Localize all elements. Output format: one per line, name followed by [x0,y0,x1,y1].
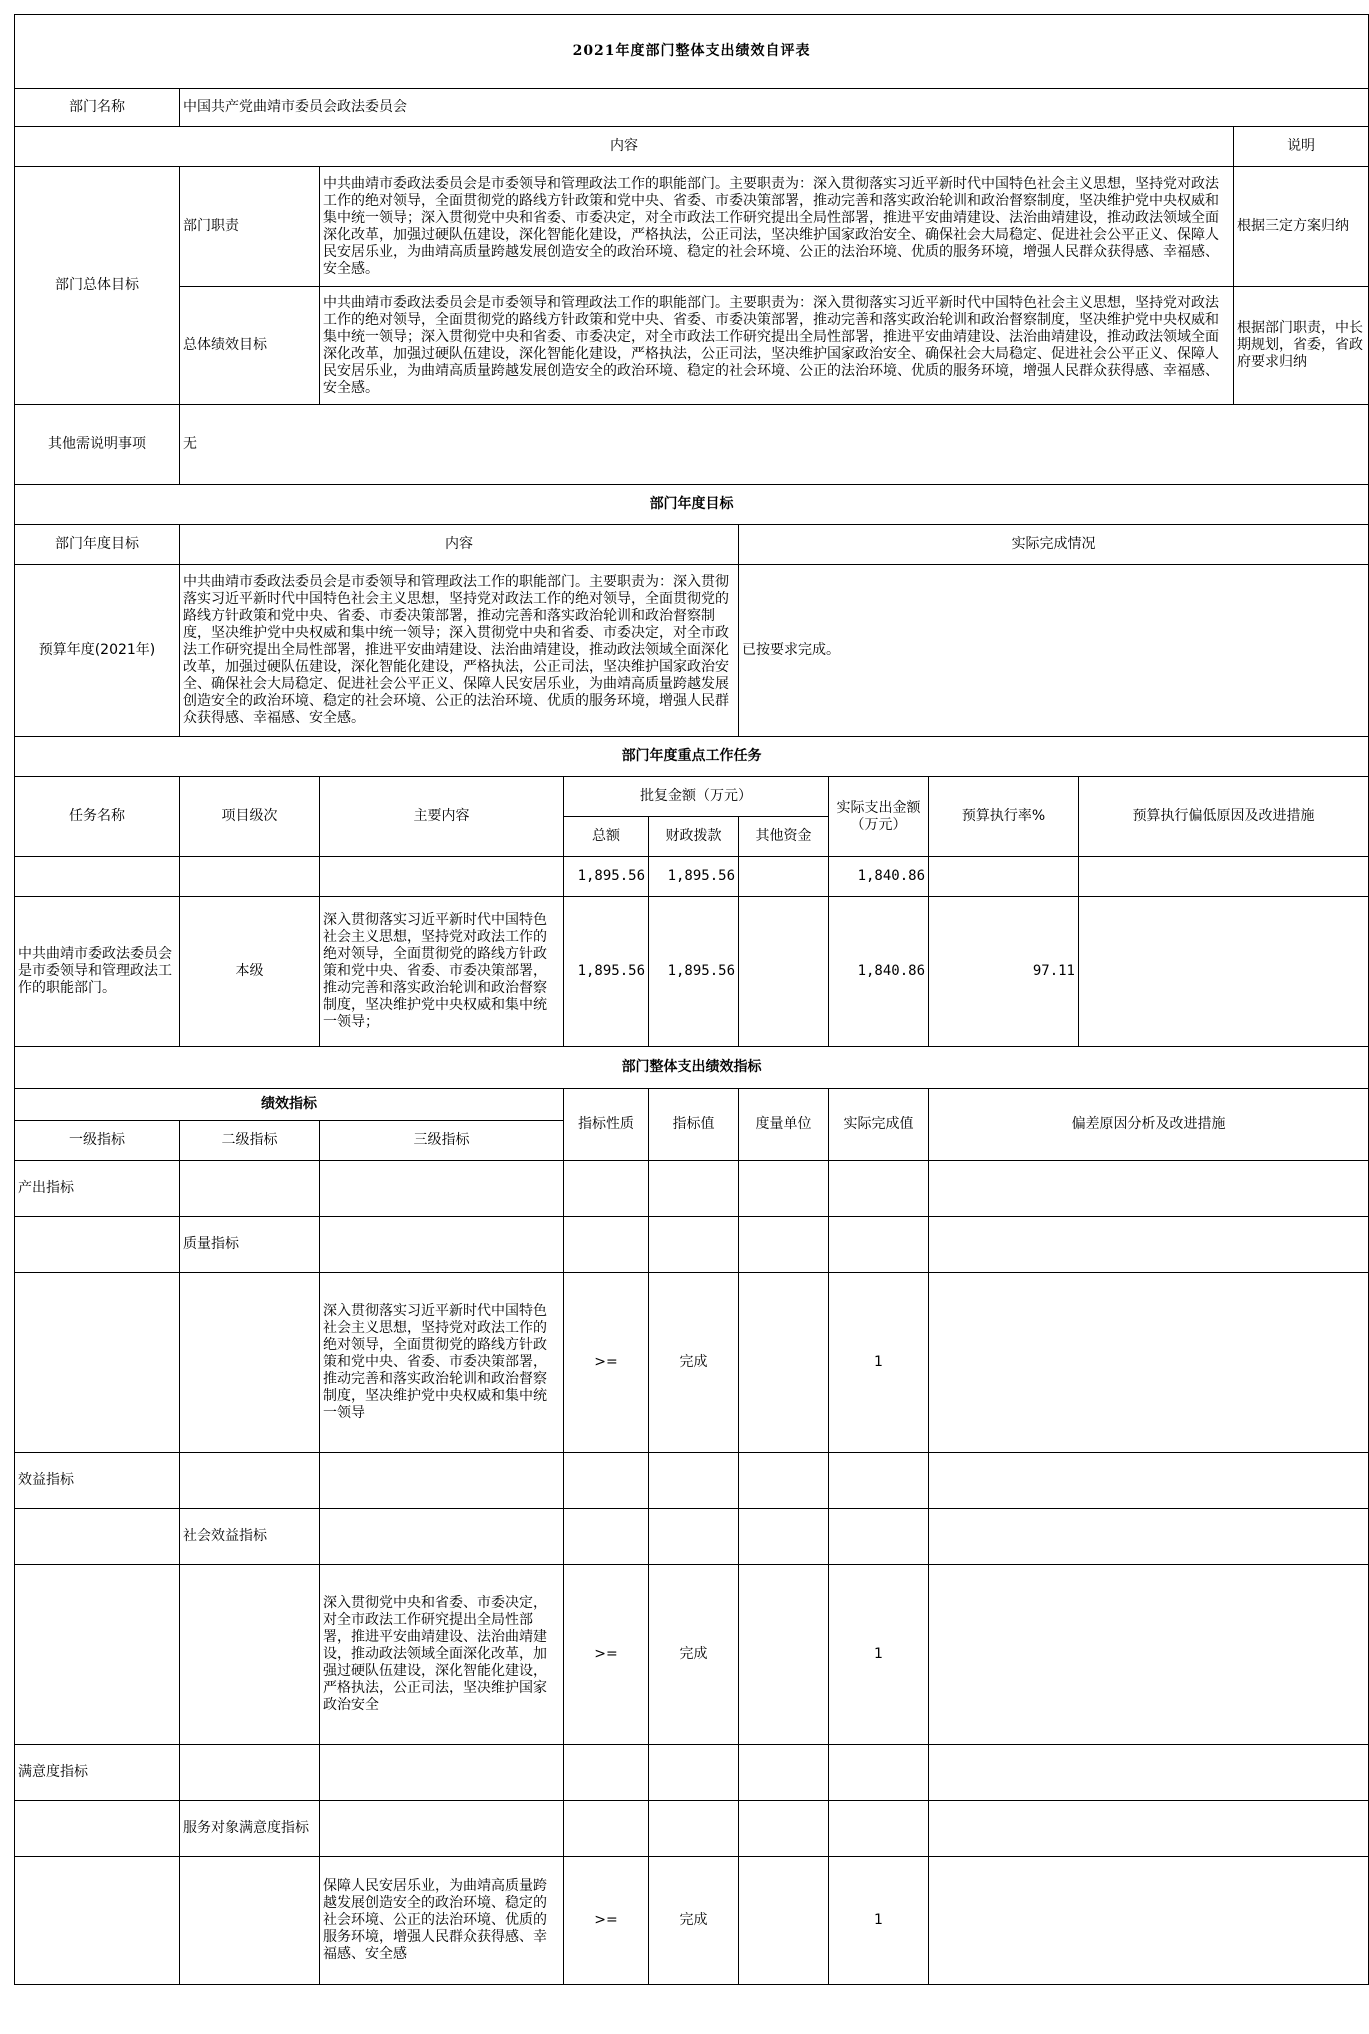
task-name-header: 任务名称 [15,777,180,857]
task-summary-total: 1,895.56 [564,857,649,897]
task-row-actual: 1,840.86 [829,897,929,1047]
task-summary-fiscal: 1,895.56 [649,857,739,897]
indicator-nature-header: 指标性质 [564,1089,649,1161]
overall-content-header: 内容 [15,127,1234,167]
dept-name-label: 部门名称 [15,89,180,127]
task-row-level: 本级 [180,897,320,1047]
dept-name-value: 中国共产党曲靖市委员会政法委员会 [180,89,1369,127]
overall-perf-text: 中共曲靖市委政法委员会是市委领导和管理政法工作的职能部门。主要职责为：深入贯彻落实习近平新时代中国特色社会主义思想，坚持党对政法工作的绝对领导，全面贯彻党的路线方针政策和党中央、省委、市委决策部署，推动完善和落实政治轮训和政治督察制度，坚决维护党中央权威和集中统一领导；深入贯彻党中央和省委、市委决定，对全市政法工作研究提出全局性部署，推进平安曲靖建设、法治曲靖建设，推动政法领域全面深化改革，加强过硬队伍建设，深化智能化建设，严格执法，公正司法，坚决维护国家政治安全、确保社会大局稳定、促进社会公平正义、保障人民安居乐业，为曲靖高质量跨越发展创造安全的政治环境、稳定的社会环境、公正的法治环境、优质的服务环境，增强人民群众获得感、幸福感、安全感。 [320,287,1234,405]
task-fiscal-header: 财政拨款 [649,817,739,857]
indicator-service-value: 完成 [649,1857,739,1985]
task-summary-other [739,857,829,897]
indicator-service-actual: 1 [829,1857,929,1985]
task-row-other [739,897,829,1047]
annual-actual-header: 实际完成情况 [739,525,1369,565]
task-summary-name [15,857,180,897]
indicator-quality-l3: 深入贯彻落实习近平新时代中国特色社会主义思想，坚持党对政法工作的绝对领导，全面贯彻党的路线方针政策和党中央、省委、市委决策部署，推动完善和落实政治轮训和政治督察制度，坚决维护党中央权威和集中统一领导 [320,1273,564,1453]
dept-duty-text: 中共曲靖市委政法委员会是市委领导和管理政法工作的职能部门。主要职责为：深入贯彻落实习近平新时代中国特色社会主义思想，坚持党对政法工作的绝对领导，全面贯彻党的路线方针政策和党中央、省委、市委决策部署，推动完善和落实政治轮训和政治督察制度，坚决维护党中央权威和集中统一领导；深入贯彻党中央和省委、市委决定，对全市政法工作研究提出全局性部署，推进平安曲靖建设、法治曲靖建设，推动政法领域全面深化改革，加强过硬队伍建设，深化智能化建设，严格执法，公正司法，坚决维护国家政治安全、确保社会大局稳定、促进社会公平正义、保障人民安居乐业，为曲靖高质量跨越发展创造安全的政治环境、稳定的社会环境、公正的法治环境、优质的服务环境，增强人民群众获得感、幸福感、安全感。 [320,167,1234,287]
task-approved-header: 批复金额（万元） [564,777,829,817]
task-summary-reason [1079,857,1369,897]
report-sheet [14,14,1369,1985]
task-summary-content [320,857,564,897]
indicator-social-actual: 1 [829,1565,929,1745]
annual-year-label: 预算年度(2021年) [15,565,180,737]
task-summary-level [180,857,320,897]
task-level-header: 项目级次 [180,777,320,857]
indicator-social-nature: >= [564,1565,649,1745]
indicator-quality-label: 质量指标 [180,1217,320,1273]
task-total-header: 总额 [564,817,649,857]
task-summary-actual: 1,840.86 [829,857,929,897]
indicator-actual-header: 实际完成值 [829,1089,929,1161]
task-row-fiscal: 1,895.56 [649,897,739,1047]
indicator-output-label: 产出指标 [15,1161,180,1217]
tasks-section-title: 部门年度重点工作任务 [15,737,1369,777]
indicator-service-l3: 保障人民安居乐业，为曲靖高质量跨越发展创造安全的政治环境、稳定的社会环境、公正的法治环境、优质的服务环境，增强人民群众获得感、幸福感、安全感 [320,1857,564,1985]
indicator-social-value: 完成 [649,1565,739,1745]
indicator-l2-header: 二级指标 [180,1121,320,1161]
overall-perf-label: 总体绩效目标 [180,287,320,405]
other-items-label: 其他需说明事项 [15,405,180,485]
task-row-reason [1079,897,1369,1047]
indicator-quality-value: 完成 [649,1273,739,1453]
overall-goal-label: 部门总体目标 [15,167,180,405]
dept-duty-label: 部门职责 [180,167,320,287]
annual-target-header: 部门年度目标 [15,525,180,565]
indicator-social-label: 社会效益指标 [180,1509,320,1565]
task-summary-rate [929,857,1079,897]
other-items-value: 无 [180,405,1369,485]
overall-note-header: 说明 [1234,127,1369,167]
annual-actual-text: 已按要求完成。 [739,565,1369,737]
indicator-social-l3: 深入贯彻党中央和省委、市委决定，对全市政法工作研究提出全局性部署，推进平安曲靖建设、法治曲靖建设，推动政法领域全面深化改革，加强过硬队伍建设，深化智能化建设，严格执法，公正司法，坚决维护国家政治安全 [320,1565,564,1745]
task-other-header: 其他资金 [739,817,829,857]
indicator-quality-nature: >= [564,1273,649,1453]
indicator-reason-header: 偏差原因分析及改进措施 [929,1089,1369,1161]
overall-perf-note: 根据部门职责，中长期规划，省委，省政府要求归纳 [1234,287,1369,405]
annual-content-text: 中共曲靖市委政法委员会是市委领导和管理政法工作的职能部门。主要职责为：深入贯彻落实习近平新时代中国特色社会主义思想，坚持党对政法工作的绝对领导，全面贯彻党的路线方针政策和党中央、省委、市委决策部署，推动完善和落实政治轮训和政治督察制度，坚决维护党中央权威和集中统一领导；深入贯彻党中央和省委、市委决定，对全市政法工作研究提出全局性部署，推进平安曲靖建设、法治曲靖建设，推动政法领域全面深化改革，加强过硬队伍建设，深化智能化建设，严格执法，公正司法，坚决维护国家政治安全、确保社会大局稳定、促进社会公平正义、保障人民安居乐业，为曲靖高质量跨越发展创造安全的政治环境、稳定的社会环境、公正的法治环境、优质的服务环境，增强人民群众获得感、幸福感、安全感。 [180,565,739,737]
task-row-name: 中共曲靖市委政法委员会是市委领导和管理政法工作的职能部门。 [15,897,180,1047]
indicator-service-label: 服务对象满意度指标 [180,1801,320,1857]
indicator-group-header: 绩效指标 [15,1089,564,1121]
annual-content-header: 内容 [180,525,739,565]
indicator-satisfaction-label: 满意度指标 [15,1745,180,1801]
indicator-value-header: 指标值 [649,1089,739,1161]
indicator-l3-header: 三级指标 [320,1121,564,1161]
task-row-total: 1,895.56 [564,897,649,1047]
indicator-quality-actual: 1 [829,1273,929,1453]
indicator-unit-header: 度量单位 [739,1089,829,1161]
task-row-content: 深入贯彻落实习近平新时代中国特色社会主义思想，坚持党对政法工作的绝对领导，全面贯彻党的路线方针政策和党中央、省委、市委决策部署，推动完善和落实政治轮训和政治督察制度，坚决维护党中央权威和集中统一领导； [320,897,564,1047]
indicator-service-nature: >= [564,1857,649,1985]
page-title: 2021年度部门整体支出绩效自评表 [15,15,1369,89]
indicator-benefit-label: 效益指标 [15,1453,180,1509]
dept-duty-note: 根据三定方案归纳 [1234,167,1369,287]
indicators-section-title: 部门整体支出绩效指标 [15,1047,1369,1089]
task-reason-header: 预算执行偏低原因及改进措施 [1079,777,1369,857]
task-rate-header: 预算执行率% [929,777,1079,857]
task-row-rate: 97.11 [929,897,1079,1047]
task-content-header: 主要内容 [320,777,564,857]
indicator-l1-header: 一级指标 [15,1121,180,1161]
task-actual-header: 实际支出金额（万元） [829,777,929,857]
annual-section-title: 部门年度目标 [15,485,1369,525]
performance-table [14,14,1369,1985]
